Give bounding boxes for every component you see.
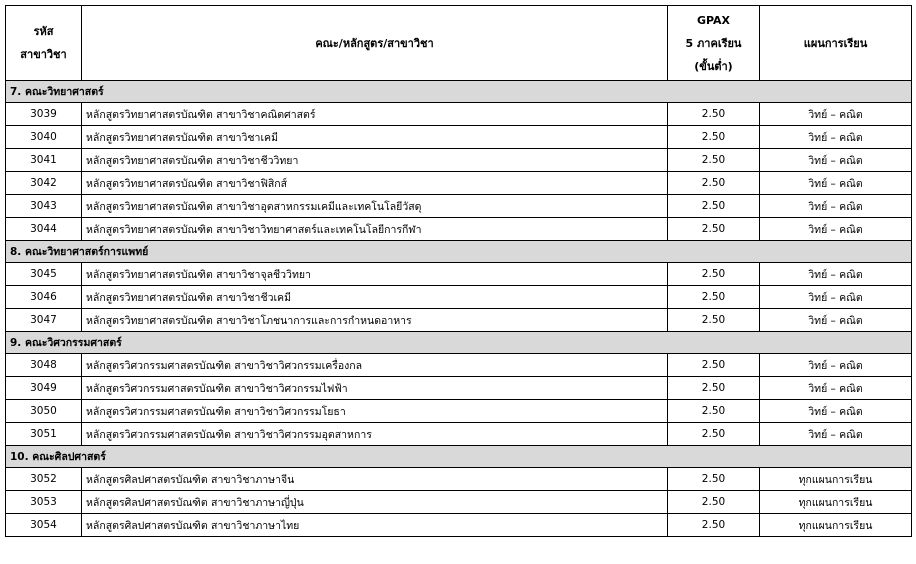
study-plan-cell: ทุกแผนการเรียน <box>760 514 912 537</box>
gpax-cell: 2.50 <box>668 263 760 286</box>
gpax-cell: 2.50 <box>668 377 760 400</box>
table-row <box>6 400 912 423</box>
table-row <box>6 195 912 218</box>
table-row <box>6 149 912 172</box>
program-name-cell: หลักสูตรวิทยาศาสตรบัณฑิต สาขาวิชาคณิตศาสตร์ <box>82 103 668 126</box>
study-plan-cell: วิทย์ – คณิต <box>760 263 912 286</box>
program-code-cell: 3048 <box>6 354 82 377</box>
gpax-cell: 2.50 <box>668 423 760 446</box>
faculty-row <box>6 81 912 103</box>
faculty-row <box>6 332 912 354</box>
gpax-cell: 2.50 <box>668 103 760 126</box>
table-row <box>6 468 912 491</box>
program-code-cell: 3042 <box>6 172 82 195</box>
gpax-cell: 2.50 <box>668 149 760 172</box>
program-name-cell: หลักสูตรวิทยาศาสตรบัณฑิต สาขาวิชาวิทยาศาสตร์และเทคโนโลยีการกีฬา <box>82 218 668 241</box>
study-plan-cell: วิทย์ – คณิต <box>760 423 912 446</box>
gpax-cell: 2.50 <box>668 491 760 514</box>
header-name: คณะ/หลักสูตร/สาขาวิชา <box>82 6 668 81</box>
study-plan-cell: วิทย์ – คณิต <box>760 195 912 218</box>
study-plan-cell: วิทย์ – คณิต <box>760 172 912 195</box>
program-name-cell: หลักสูตรวิทยาศาสตรบัณฑิต สาขาวิชาโภชนาการและการกำหนดอาหาร <box>82 309 668 332</box>
gpax-cell: 2.50 <box>668 309 760 332</box>
gpax-cell: 2.50 <box>668 218 760 241</box>
table-row <box>6 423 912 446</box>
program-name-cell: หลักสูตรวิทยาศาสตรบัณฑิต สาขาวิชาชีวเคมี <box>82 286 668 309</box>
program-name-cell: หลักสูตรวิศวกรรมศาสตรบัณฑิต สาขาวิชาวิศวกรรมโยธา <box>82 400 668 423</box>
table-row <box>6 354 912 377</box>
program-code-cell: 3040 <box>6 126 82 149</box>
program-name-cell: หลักสูตรวิทยาศาสตรบัณฑิต สาขาวิชาฟิสิกส์ <box>82 172 668 195</box>
program-code-cell: 3051 <box>6 423 82 446</box>
gpax-cell: 2.50 <box>668 400 760 423</box>
program-name-cell: หลักสูตรวิทยาศาสตรบัณฑิต สาขาวิชาเคมี <box>82 126 668 149</box>
gpax-cell: 2.50 <box>668 354 760 377</box>
study-plan-cell: วิทย์ – คณิต <box>760 149 912 172</box>
gpax-cell: 2.50 <box>668 195 760 218</box>
program-code-cell: 3047 <box>6 309 82 332</box>
program-name-cell: หลักสูตรวิทยาศาสตรบัณฑิต สาขาวิชาชีววิทยา <box>82 149 668 172</box>
table-row <box>6 103 912 126</box>
gpax-cell: 2.50 <box>668 514 760 537</box>
program-name-cell: หลักสูตรศิลปศาสตรบัณฑิต สาขาวิชาภาษาไทย <box>82 514 668 537</box>
program-code-cell: 3044 <box>6 218 82 241</box>
program-code-cell: 3054 <box>6 514 82 537</box>
study-plan-cell: ทุกแผนการเรียน <box>760 468 912 491</box>
study-plan-cell: วิทย์ – คณิต <box>760 103 912 126</box>
faculty-heading: 9. คณะวิศวกรรมศาสตร์ <box>6 332 912 354</box>
table-row <box>6 263 912 286</box>
program-name-cell: หลักสูตรวิทยาศาสตรบัณฑิต สาขาวิชาอุตสาหกรรมเคมีและเทคโนโลยีวัสดุ <box>82 195 668 218</box>
table-row <box>6 218 912 241</box>
header-plan: แผนการเรียน <box>760 6 912 81</box>
study-plan-cell: วิทย์ – คณิต <box>760 286 912 309</box>
faculty-heading: 7. คณะวิทยาศาสตร์ <box>6 81 912 103</box>
header-gpax-line1: GPAX <box>696 13 731 27</box>
table-row <box>6 126 912 149</box>
program-name-cell: หลักสูตรศิลปศาสตรบัณฑิต สาขาวิชาภาษาญี่ปุ่น <box>82 491 668 514</box>
program-name-cell: หลักสูตรวิศวกรรมศาสตรบัณฑิต สาขาวิชาวิศวกรรมอุตสาหการ <box>82 423 668 446</box>
study-plan-cell: วิทย์ – คณิต <box>760 126 912 149</box>
study-plan-cell: ทุกแผนการเรียน <box>760 491 912 514</box>
program-code-cell: 3045 <box>6 263 82 286</box>
study-plan-cell: วิทย์ – คณิต <box>760 377 912 400</box>
table-row <box>6 377 912 400</box>
table-header-row <box>6 6 912 81</box>
faculty-row <box>6 241 912 263</box>
gpax-cell: 2.50 <box>668 468 760 491</box>
table-row <box>6 514 912 537</box>
program-name-cell: หลักสูตรวิศวกรรมศาสตรบัณฑิต สาขาวิชาวิศวกรรมเครื่องกล <box>82 354 668 377</box>
program-name-cell: หลักสูตรวิทยาศาสตรบัณฑิต สาขาวิชาจุลชีววิทยา <box>82 263 668 286</box>
program-name-cell: หลักสูตรศิลปศาสตรบัณฑิต สาขาวิชาภาษาจีน <box>82 468 668 491</box>
gpax-cell: 2.50 <box>668 286 760 309</box>
table-body <box>6 81 912 537</box>
study-plan-cell: วิทย์ – คณิต <box>760 354 912 377</box>
header-gpax-line2: 5 ภาคเรียน <box>685 36 742 50</box>
study-plan-cell: วิทย์ – คณิต <box>760 309 912 332</box>
table-row <box>6 286 912 309</box>
program-name-cell: หลักสูตรวิศวกรรมศาสตรบัณฑิต สาขาวิชาวิศวกรรมไฟฟ้า <box>82 377 668 400</box>
gpax-cell: 2.50 <box>668 126 760 149</box>
program-code-cell: 3053 <box>6 491 82 514</box>
header-gpax-line3: (ขั้นต่ำ) <box>694 59 733 73</box>
program-code-cell: 3052 <box>6 468 82 491</box>
header-code-line2: สาขาวิชา <box>20 48 67 61</box>
table-row <box>6 491 912 514</box>
header-code-line1: รหัส <box>33 25 54 38</box>
program-code-cell: 3050 <box>6 400 82 423</box>
table-row <box>6 172 912 195</box>
program-code-cell: 3041 <box>6 149 82 172</box>
program-code-cell: 3049 <box>6 377 82 400</box>
faculty-heading: 10. คณะศิลปศาสตร์ <box>6 446 912 468</box>
faculty-row <box>6 446 912 468</box>
program-code-cell: 3039 <box>6 103 82 126</box>
header-gpax <box>668 6 760 81</box>
faculty-heading: 8. คณะวิทยาศาสตร์การแพทย์ <box>6 241 912 263</box>
gpax-cell: 2.50 <box>668 172 760 195</box>
program-code-cell: 3043 <box>6 195 82 218</box>
program-code-cell: 3046 <box>6 286 82 309</box>
study-plan-cell: วิทย์ – คณิต <box>760 400 912 423</box>
admission-table <box>5 5 912 537</box>
study-plan-cell: วิทย์ – คณิต <box>760 218 912 241</box>
header-code <box>6 6 82 81</box>
table-row <box>6 309 912 332</box>
